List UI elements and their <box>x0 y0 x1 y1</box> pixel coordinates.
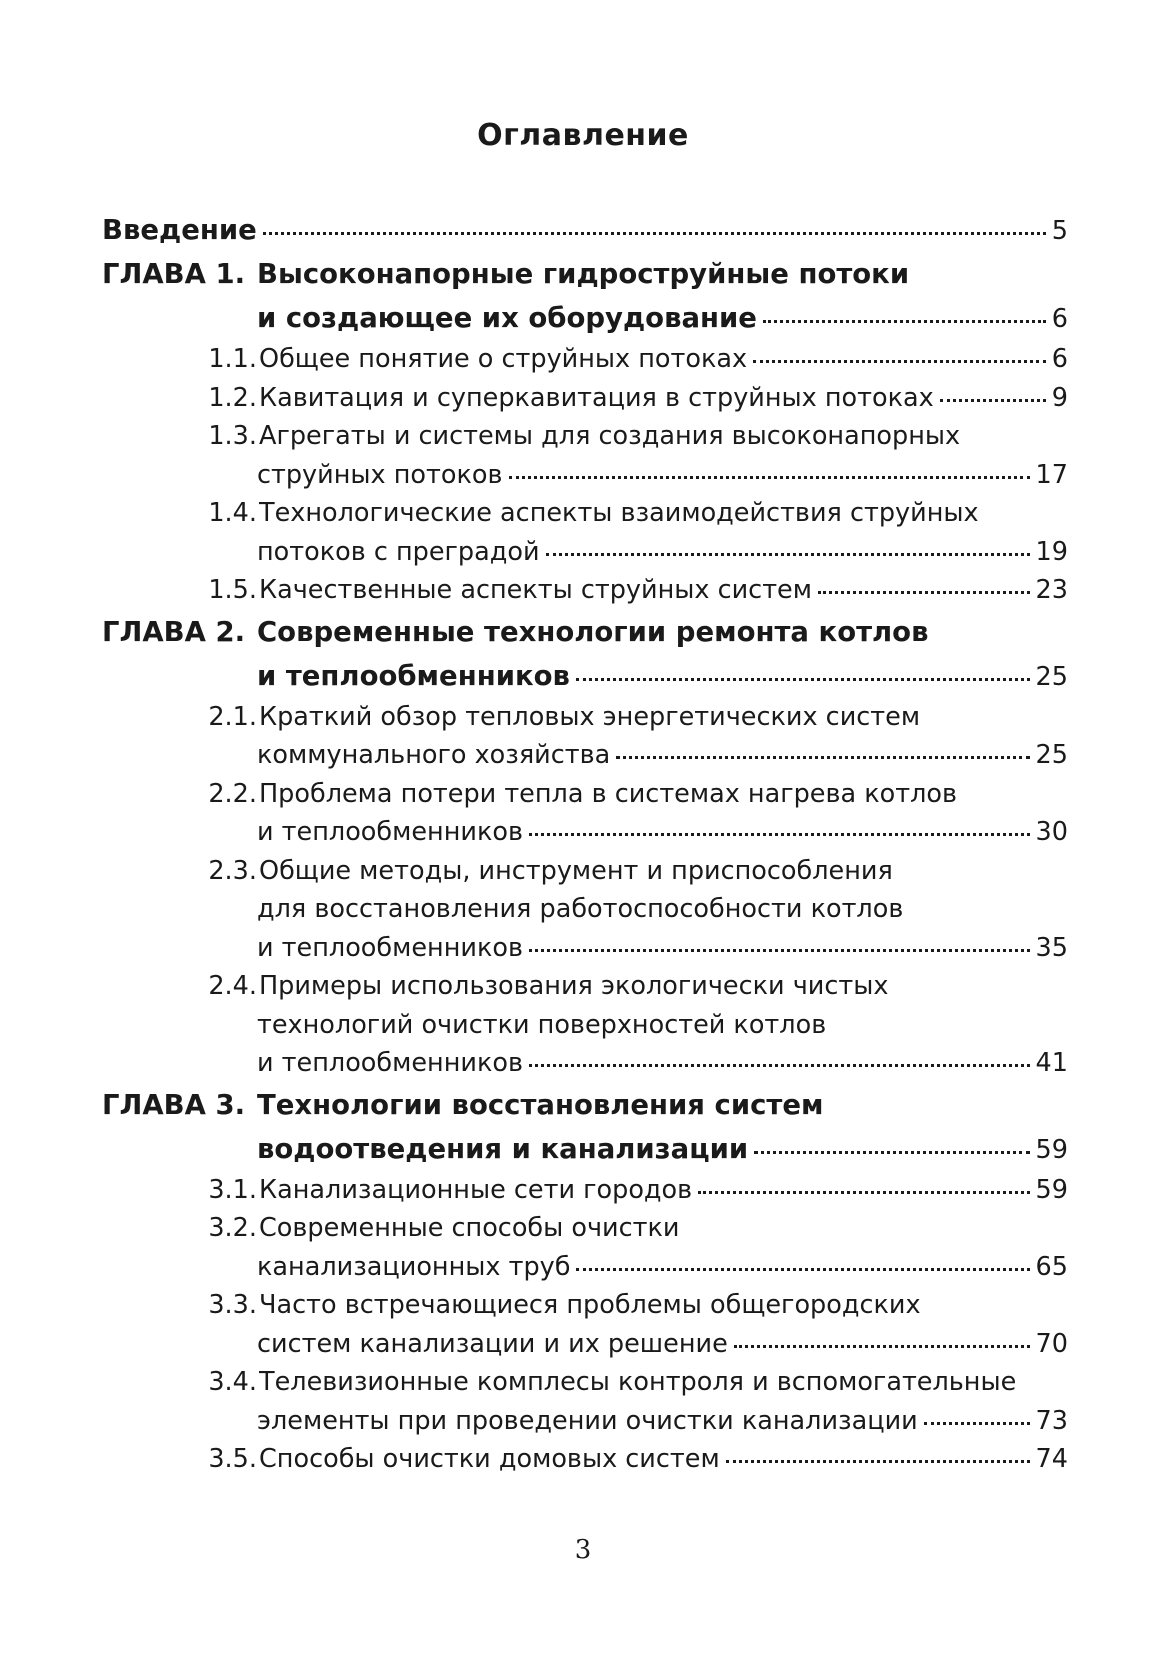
chapter-number: ГЛАВА 2. <box>102 615 246 648</box>
chapter-title: Технологии восстановления систем <box>257 1088 824 1121</box>
section-number: 3.5. <box>208 1444 257 1474</box>
dot-leader <box>576 678 1030 681</box>
toc-chapter-heading-cont[interactable] <box>102 1127 1068 1171</box>
dot-leader <box>529 949 1030 952</box>
dot-leader <box>726 1460 1030 1463</box>
section-page: 35 <box>1035 932 1068 963</box>
section-title: коммунального хозяйства <box>257 740 611 770</box>
section-number: 2.4. <box>208 971 257 1001</box>
section-page: 9 <box>1051 382 1068 413</box>
section-page: 30 <box>1035 817 1068 847</box>
dot-leader <box>753 360 1046 363</box>
section-title: Технологические аспекты взаимодействия струйных <box>259 498 979 528</box>
chapter-title: Современные технологии ремонта котлов <box>257 615 929 648</box>
entry-title: Введение <box>102 214 257 246</box>
dot-leader <box>734 1345 1030 1348</box>
dot-leader <box>529 1064 1030 1067</box>
section-number: 2.1. <box>208 701 257 732</box>
section-title: технологий очистки поверхностей котлов <box>257 1009 827 1040</box>
section-number: 1.3. <box>208 421 257 451</box>
section-title: систем канализации и их решение <box>257 1328 728 1359</box>
dot-leader <box>940 399 1046 402</box>
section-title: Телевизионные комплесы контроля и вспомогательные <box>259 1367 1017 1397</box>
toc-section-entry[interactable] <box>102 1286 1068 1325</box>
section-title: и теплообменников <box>257 932 523 963</box>
section-title: Способы очистки домовых систем <box>259 1444 720 1474</box>
dot-leader <box>529 833 1030 836</box>
section-title: Качественные аспекты струйных систем <box>259 575 812 605</box>
chapter-title: и создающее их оборудование <box>257 302 757 334</box>
section-page: 17 <box>1035 459 1068 490</box>
toc-section-entry[interactable] <box>102 340 1068 379</box>
section-number: 3.2. <box>208 1213 257 1243</box>
section-number: 2.2. <box>208 778 257 809</box>
toc-section-entry[interactable] <box>102 571 1068 610</box>
toc-chapter-heading[interactable] <box>102 610 1068 654</box>
toc-section-entry[interactable] <box>102 1044 1068 1083</box>
chapter-title: Высоконапорные гидроструйные потоки <box>257 258 910 290</box>
entry-page: 5 <box>1051 216 1068 246</box>
toc-chapter-heading-cont[interactable] <box>102 296 1068 340</box>
toc-section-entry[interactable] <box>102 494 1068 533</box>
section-number: 1.4. <box>208 498 257 528</box>
section-title: Проблема потери тепла в системах нагрева котлов <box>259 778 958 809</box>
section-title: струйных потоков <box>257 459 503 490</box>
section-title: Часто встречающиеся проблемы общегородских <box>259 1290 921 1320</box>
section-number: 3.3. <box>208 1290 257 1320</box>
section-title: для восстановления работоспособности котлов <box>257 894 904 924</box>
section-title: канализационных труб <box>257 1251 571 1282</box>
section-page: 73 <box>1035 1405 1068 1436</box>
section-title: и теплообменников <box>257 1048 523 1078</box>
section-title: и теплообменников <box>257 817 523 847</box>
toc-section-entry[interactable] <box>102 967 1068 1006</box>
toc-section-entry[interactable] <box>102 417 1068 456</box>
page-title: Оглавление <box>477 118 689 153</box>
toc-section-entry[interactable] <box>102 1209 1068 1248</box>
dot-leader <box>616 756 1029 759</box>
page-number: 3 <box>574 1535 592 1565</box>
chapter-page: 6 <box>1051 304 1068 334</box>
dot-leader <box>546 553 1030 556</box>
section-page: 41 <box>1035 1048 1068 1078</box>
toc-entry-intro[interactable] <box>102 208 1068 252</box>
section-number: 3.4. <box>208 1367 257 1397</box>
section-title: Агрегаты и системы для создания высоконапорных <box>259 421 961 451</box>
section-title: элементы при проведении очистки канализации <box>257 1405 918 1436</box>
toc-section-entry[interactable] <box>102 698 1068 737</box>
section-number: 1.1. <box>208 344 257 374</box>
section-title: Канализационные сети городов <box>259 1174 693 1205</box>
chapter-page: 59 <box>1035 1134 1068 1165</box>
section-title: потоков с преградой <box>257 536 540 567</box>
dot-leader <box>509 476 1030 479</box>
toc-section-entry[interactable] <box>102 379 1068 418</box>
section-page: 23 <box>1035 575 1068 605</box>
toc-section-entry[interactable] <box>102 890 1068 929</box>
section-page: 25 <box>1035 740 1068 770</box>
chapter-title: водоотведения и канализации <box>257 1132 749 1165</box>
toc-chapter-heading[interactable] <box>102 1083 1068 1127</box>
toc-section-entry[interactable] <box>102 1171 1068 1210</box>
toc-section-entry[interactable] <box>102 775 1068 814</box>
chapter-number: ГЛАВА 3. <box>102 1088 246 1121</box>
dot-leader <box>924 1422 1030 1425</box>
toc-section-entry[interactable] <box>102 813 1068 852</box>
toc-section-entry[interactable] <box>102 929 1068 968</box>
toc-section-entry[interactable] <box>102 736 1068 775</box>
section-title: Краткий обзор тепловых энергетических систем <box>259 701 921 732</box>
section-title: Общее понятие о струйных потоках <box>259 344 748 374</box>
toc-section-entry[interactable] <box>102 1248 1068 1287</box>
section-title: Современные способы очистки <box>259 1213 680 1243</box>
toc-section-entry[interactable] <box>102 1325 1068 1364</box>
section-number: 1.5. <box>208 575 257 605</box>
toc-section-entry[interactable] <box>102 1363 1068 1402</box>
chapter-title: и теплообменников <box>257 659 570 692</box>
section-page: 59 <box>1035 1174 1068 1205</box>
chapter-number: ГЛАВА 1. <box>102 258 246 290</box>
section-title: Общие методы, инструмент и приспособления <box>259 855 893 886</box>
dot-leader <box>576 1268 1029 1271</box>
section-number: 2.3. <box>208 855 257 886</box>
dot-leader <box>818 591 1030 594</box>
dot-leader <box>754 1151 1029 1154</box>
toc-section-entry[interactable] <box>102 1006 1068 1045</box>
section-number: 1.2. <box>208 382 257 413</box>
toc-section-entry[interactable] <box>102 456 1068 495</box>
toc-section-entry[interactable] <box>102 1402 1068 1441</box>
dot-leader <box>263 232 1046 235</box>
chapter-page: 25 <box>1035 661 1068 692</box>
section-page: 70 <box>1035 1328 1068 1359</box>
section-page: 74 <box>1035 1444 1068 1474</box>
toc-section-entry[interactable] <box>102 1440 1068 1479</box>
section-title: Кавитация и суперкавитация в струйных потоках <box>259 382 934 413</box>
toc-section-entry[interactable] <box>102 533 1068 572</box>
toc-chapter-heading[interactable] <box>102 252 1068 296</box>
section-page: 65 <box>1035 1251 1068 1282</box>
section-page: 19 <box>1035 536 1068 567</box>
toc-section-entry[interactable] <box>102 852 1068 891</box>
section-title: Примеры использования экологически чистых <box>259 971 889 1001</box>
toc-chapter-heading-cont[interactable] <box>102 654 1068 698</box>
dot-leader <box>763 320 1046 323</box>
section-page: 6 <box>1051 344 1068 374</box>
section-number: 3.1. <box>208 1174 257 1205</box>
dot-leader <box>698 1191 1029 1194</box>
table-of-contents <box>102 208 1068 1479</box>
